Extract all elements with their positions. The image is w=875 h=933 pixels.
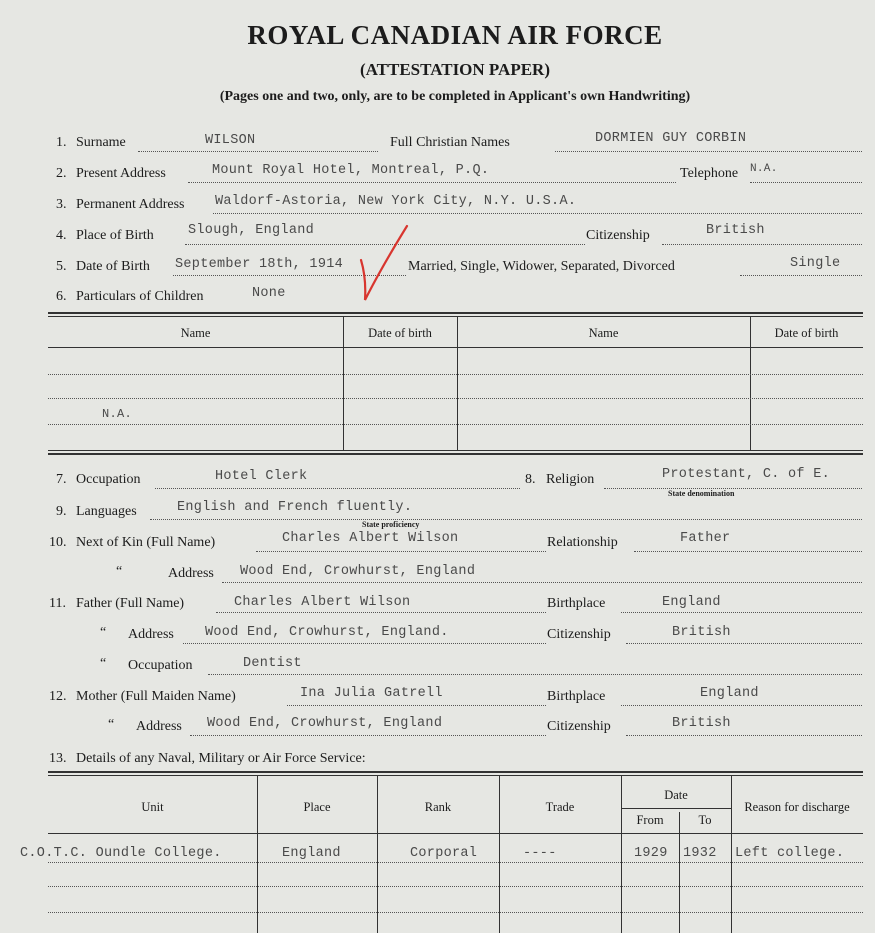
service-to-value: 1932 xyxy=(683,846,717,861)
field-num-8: 8. xyxy=(525,472,536,487)
service-from-value: 1929 xyxy=(634,846,668,861)
occupation-value: Hotel Clerk xyxy=(215,469,308,484)
surname-label: Surname xyxy=(76,135,126,150)
children-entry: N.A. xyxy=(102,407,133,421)
field-num-11: 11. xyxy=(49,596,66,611)
ditto-mark-3: “ xyxy=(100,656,107,671)
father-citizenship-label: Citizenship xyxy=(547,627,611,642)
languages-label: Languages xyxy=(76,504,137,519)
father-address-label: Address xyxy=(128,627,174,642)
children-label: Particulars of Children xyxy=(76,289,204,304)
religion-value: Protestant, C. of E. xyxy=(662,467,831,482)
next-of-kin-address-value: Wood End, Crowhurst, England xyxy=(240,564,476,579)
relationship-value: Father xyxy=(680,531,731,546)
mother-address-value: Wood End, Crowhurst, England xyxy=(207,716,443,731)
page-title: ROYAL CANADIAN AIR FORCE xyxy=(247,20,663,50)
next-of-kin-label: Next of Kin (Full Name) xyxy=(76,535,216,550)
children-header-name-1: Name xyxy=(180,326,211,340)
religion-label: Religion xyxy=(546,472,595,487)
permanent-address-label: Permanent Address xyxy=(76,197,185,212)
field-num-9: 9. xyxy=(56,504,67,519)
check-mark-icon xyxy=(355,222,415,304)
field-num-13: 13. xyxy=(49,751,67,766)
mother-birthplace-label: Birthplace xyxy=(547,689,606,704)
father-birthplace-label: Birthplace xyxy=(547,596,606,611)
father-birthplace-value: England xyxy=(662,595,721,610)
date-of-birth-value: September 18th, 1914 xyxy=(175,257,344,272)
citizenship-value: British xyxy=(706,223,765,238)
field-num-2: 2. xyxy=(56,166,67,181)
place-of-birth-label: Place of Birth xyxy=(76,228,154,243)
father-address-value: Wood End, Crowhurst, England. xyxy=(205,625,449,640)
field-num-6: 6. xyxy=(56,289,67,304)
marital-status-value: Single xyxy=(790,256,841,271)
mother-address-label: Address xyxy=(136,719,182,734)
service-header-unit: Unit xyxy=(141,800,164,814)
mother-birthplace-value: England xyxy=(700,686,759,701)
mother-citizenship-value: British xyxy=(672,716,731,731)
page-subtitle: (ATTESTATION PAPER) xyxy=(359,60,550,79)
relationship-label: Relationship xyxy=(547,535,618,550)
children-header-name-2: Name xyxy=(588,326,619,340)
field-num-12: 12. xyxy=(49,689,67,704)
service-place-value: England xyxy=(282,846,341,861)
telephone-value: N.A. xyxy=(750,163,778,175)
children-value: None xyxy=(252,286,286,301)
ditto-mark-2: “ xyxy=(100,625,107,640)
surname-value: WILSON xyxy=(205,133,256,148)
service-header-rank: Rank xyxy=(424,800,452,814)
mother-value: Ina Julia Gatrell xyxy=(300,686,443,701)
service-header-from: From xyxy=(636,813,664,827)
religion-note: State denomination xyxy=(668,489,735,498)
next-of-kin-value: Charles Albert Wilson xyxy=(282,531,459,546)
father-occupation-label: Occupation xyxy=(128,658,193,673)
mother-label: Mother (Full Maiden Name) xyxy=(76,689,236,704)
instruction-text: (Pages one and two, only, are to be completed in Applicant's own Handwriting) xyxy=(219,89,691,104)
father-citizenship-value: British xyxy=(672,625,731,640)
languages-value: English and French fluently. xyxy=(177,500,413,515)
service-details-label: Details of any Naval, Military or Air Force Service: xyxy=(76,751,366,766)
telephone-label: Telephone xyxy=(680,166,739,181)
permanent-address-value: Waldorf-Astoria, New York City, N.Y. U.S.A. xyxy=(215,194,577,209)
service-header-reason: Reason for discharge xyxy=(744,800,850,814)
service-header-place: Place xyxy=(303,800,331,814)
place-of-birth-value: Slough, England xyxy=(188,223,315,238)
present-address-label: Present Address xyxy=(76,166,166,181)
field-num-10: 10. xyxy=(49,535,67,550)
service-rank-value: Corporal xyxy=(410,846,478,861)
christian-names-label: Full Christian Names xyxy=(390,135,510,150)
mother-citizenship-label: Citizenship xyxy=(547,719,611,734)
service-header-trade: Trade xyxy=(545,800,575,814)
ditto-mark-4: “ xyxy=(108,717,115,732)
father-label: Father (Full Name) xyxy=(76,596,185,611)
field-num-7: 7. xyxy=(56,472,67,487)
father-value: Charles Albert Wilson xyxy=(234,595,411,610)
field-num-4: 4. xyxy=(56,228,67,243)
service-unit-value: C.O.T.C. Oundle College. xyxy=(20,846,222,861)
ditto-mark-1: “ xyxy=(116,564,123,579)
field-num-1: 1. xyxy=(56,135,67,150)
date-of-birth-label: Date of Birth xyxy=(76,259,150,274)
field-num-5: 5. xyxy=(56,259,67,274)
children-header-dob-1: Date of birth xyxy=(368,326,432,340)
service-header-to: To xyxy=(698,813,712,827)
children-header-dob-2: Date of birth xyxy=(774,326,839,340)
citizenship-label: Citizenship xyxy=(586,228,650,243)
service-header-date: Date xyxy=(664,788,688,802)
present-address-value: Mount Royal Hotel, Montreal, P.Q. xyxy=(212,163,490,178)
father-occupation-value: Dentist xyxy=(243,656,302,671)
marital-status-label: Married, Single, Widower, Separated, Divorced xyxy=(408,259,675,274)
occupation-label: Occupation xyxy=(76,472,141,487)
service-trade-value: ---- xyxy=(523,846,557,861)
christian-names-value: DORMIEN GUY CORBIN xyxy=(595,131,747,146)
languages-note: State proficiency xyxy=(362,520,420,529)
next-of-kin-address-label: Address xyxy=(168,566,214,581)
service-reason-value: Left college. xyxy=(735,846,845,861)
field-num-3: 3. xyxy=(56,197,67,212)
